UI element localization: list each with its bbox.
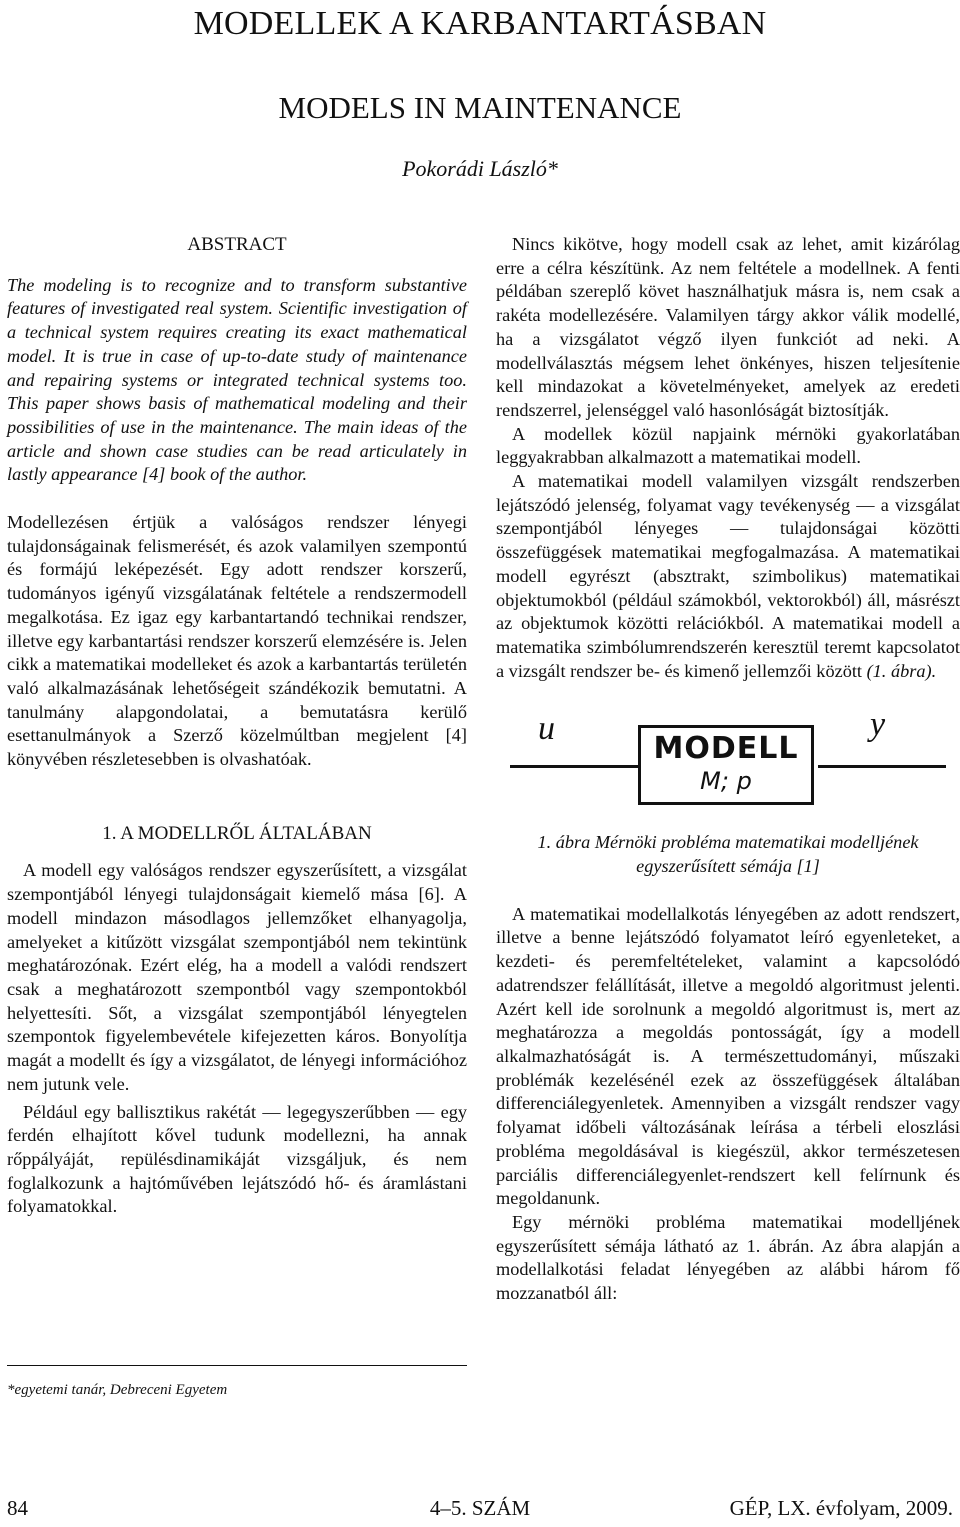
figure-box-title: MODELL bbox=[653, 731, 799, 767]
figure-caption-line-2: egyszerűsített sémája [1] bbox=[636, 856, 820, 877]
figure-box-params: M; p bbox=[700, 767, 752, 796]
right-paragraph-3-text: A matematikai modell valamilyen vizsgált rendszerben lejátszódó jelenség, folyamat vagy tevékenység — a vizsgálat szempontjából lényeges — tulajdonságai közötti összefüggések matematikai megfogalmazása. A matematikai modell egyrészt (absztrakt, szimbolikus) matematikai objektumokból (például számokból, vektorokból) áll, másrészt az objektumok közötti relációkból. A matematikai modell a matematika szimbólumrendszerén keresztül teremt kapcsolatot a vizsgált rendszer be- és kimenő jellemzői között bbox=[496, 471, 960, 681]
abstract-text: The modeling is to recognize and to transform substantive features of investigated real system. Scientific investigation of a technical system requires creating its exact mathematical model. It is true in case of up-to-date study of maintenance and repairing systems or integrated technical systems too. This paper shows basis of mathematical modeling and their possibilities of use in the maintenance. The main ideas of the article and shown case studies can be read articulately in lastly appearance [4] book of the author. bbox=[7, 274, 467, 485]
right-paragraph-3 bbox=[496, 470, 960, 683]
abstract-title: ABSTRACT bbox=[187, 234, 287, 255]
figure-model-box bbox=[638, 725, 814, 805]
figure-reference: (1. ábra). bbox=[862, 660, 937, 681]
page-number: 84 bbox=[7, 1496, 28, 1520]
section-1-paragraph-1: A modell egy valóságos rendszer egyszerűsített, a vizsgálat szempontjából lényegi tulajdonságait kiemelő mása [6]. A modell mindazon másodlagos jellemzőket elhanyagolja, amelyeket a kitűzött vizsgálat szempontjából nem tekintünk meghatározónak. Ezért elég, ha a modell a valódi rendszert csak a meghatározott szempontból vagy szempontokból helyettesíti. Sőt, a vizsgálat szempontjából lényegtelen szempontok figyelembevétele kifejezetten káros. Bonyolítja magát a modellt és így a vizsgálatot, de lényegi információhoz nem jutunk vele. bbox=[7, 860, 467, 1094]
figure-caption-line-1: 1. ábra Mérnöki probléma matematikai modelljének bbox=[537, 832, 919, 853]
right-paragraph-5: Egy mérnöki probléma matematikai modelljének egyszerűsített sémája látható az 1. ábrán. Az ábra alapján a modellalkotási feladat lényegében az alábbi három fő mozzanatból áll: bbox=[496, 1211, 960, 1304]
issue-number: 4–5. SZÁM bbox=[429, 1496, 531, 1520]
footnote: *egyetemi tanár, Debreceni Egyetem bbox=[7, 1382, 228, 1398]
right-column bbox=[496, 233, 960, 1306]
left-column bbox=[7, 233, 467, 1219]
journal-info: GÉP, LX. évfolyam, 2009. bbox=[729, 1496, 953, 1520]
model-figure bbox=[496, 706, 960, 809]
intro-paragraph: Modellezésen értjük a valóságos rendszer lényegi tulajdonságainak felismerését, és azok valamilyen szempontú és formájú leképezését. Egy adott rendszer korszerű, tudományos igényű vizsgálatának feltétele a rendszermodell megalkotása. Ez igaz egy karbantartandó technikai rendszer, illetve egy karbantartási rendszer korszerű elemzésére is. Jelen cikk a matematikai modelleket és azok a karbantartás területén való alkalmazásának lehetőségeit szándékozik bemutatni. A tanulmány alapgondolatai, a bemutatásra kerülő esettanulmányok a Szerző közelmúltban megjelent [4] könyvében részletesebben is olvashatóak. bbox=[7, 512, 467, 770]
right-paragraph-4: A matematikai modellalkotás lényegében az adott rendszert, illetve a benne lejátszódó folyamatot leíró egyenleteket, a kezdeti- és peremfeltételeket, valamint a kapcsolódó adatrendszer felállítását, illetve a megoldó algoritmust jelenti. Azért kell ide sorolnunk a megoldó algoritmust is, mert az meghatározza a megoldás pontosságát, így a modell alkalmazhatóságát is. A természettudományi, műszaki problémák kezelésénél ezek az összefüggések általában differenciálegyenletek. Amennyiben a vizsgált rendszer vagy folyamat időbeli változásának leírása a térbeli eloszlási probléma megoldásával is kiegészül, akkor természetesen parciális differenciálegyenlet-rendszert kell felírnunk és megoldanunk. bbox=[496, 903, 960, 1209]
title-hungarian: MODELLEK A KARBANTARTÁSBAN bbox=[193, 5, 767, 42]
footnote-divider bbox=[7, 1365, 467, 1366]
figure-caption bbox=[496, 831, 960, 878]
section-1-title: 1. A MODELLRŐL ÁLTALÁBAN bbox=[102, 822, 372, 844]
right-paragraph-2: A modellek közül napjaink mérnöki gyakorlatában leggyakrabban alkalmazott a matematikai modell. bbox=[496, 423, 960, 468]
figure-input-line bbox=[510, 765, 638, 768]
figure-output-label: y bbox=[870, 706, 886, 744]
title-english: MODELS IN MAINTENANCE bbox=[278, 90, 682, 125]
author: Pokorádi László* bbox=[402, 156, 558, 181]
figure-input-label: u bbox=[538, 710, 555, 748]
section-1-paragraph-2: Például egy ballisztikus rakétát — legegyszerűbben — egy ferdén elhajított kővel tudunk modellezni, ha annak rőppályáját, repülésdinamikáját vizsgáljuk, és nem foglalkozunk a hajtóművében lejátszódó hő- és áramlástani folyamatokkal. bbox=[7, 1101, 467, 1217]
right-paragraph-1: Nincs kikötve, hogy modell csak az lehet, amit kizárólag erre a célra készítünk. Az nem feltétele a modellnek. A fenti példában szereplő követ használhatjuk másra is, nem csak a rakéta modellezésére. Valamilyen tárgy akkor válik modellé, ha a vizsgálatot végző ilyen funkciót ad neki. A modellválasztás mégsem lehet önkényes, hiszen teljesítenie kell mindazokat a követelményeket, amelyek az eredeti rendszerrel, jelenséggel való hasonlóságát biztosítják. bbox=[496, 234, 960, 420]
figure-output-line bbox=[818, 765, 946, 768]
